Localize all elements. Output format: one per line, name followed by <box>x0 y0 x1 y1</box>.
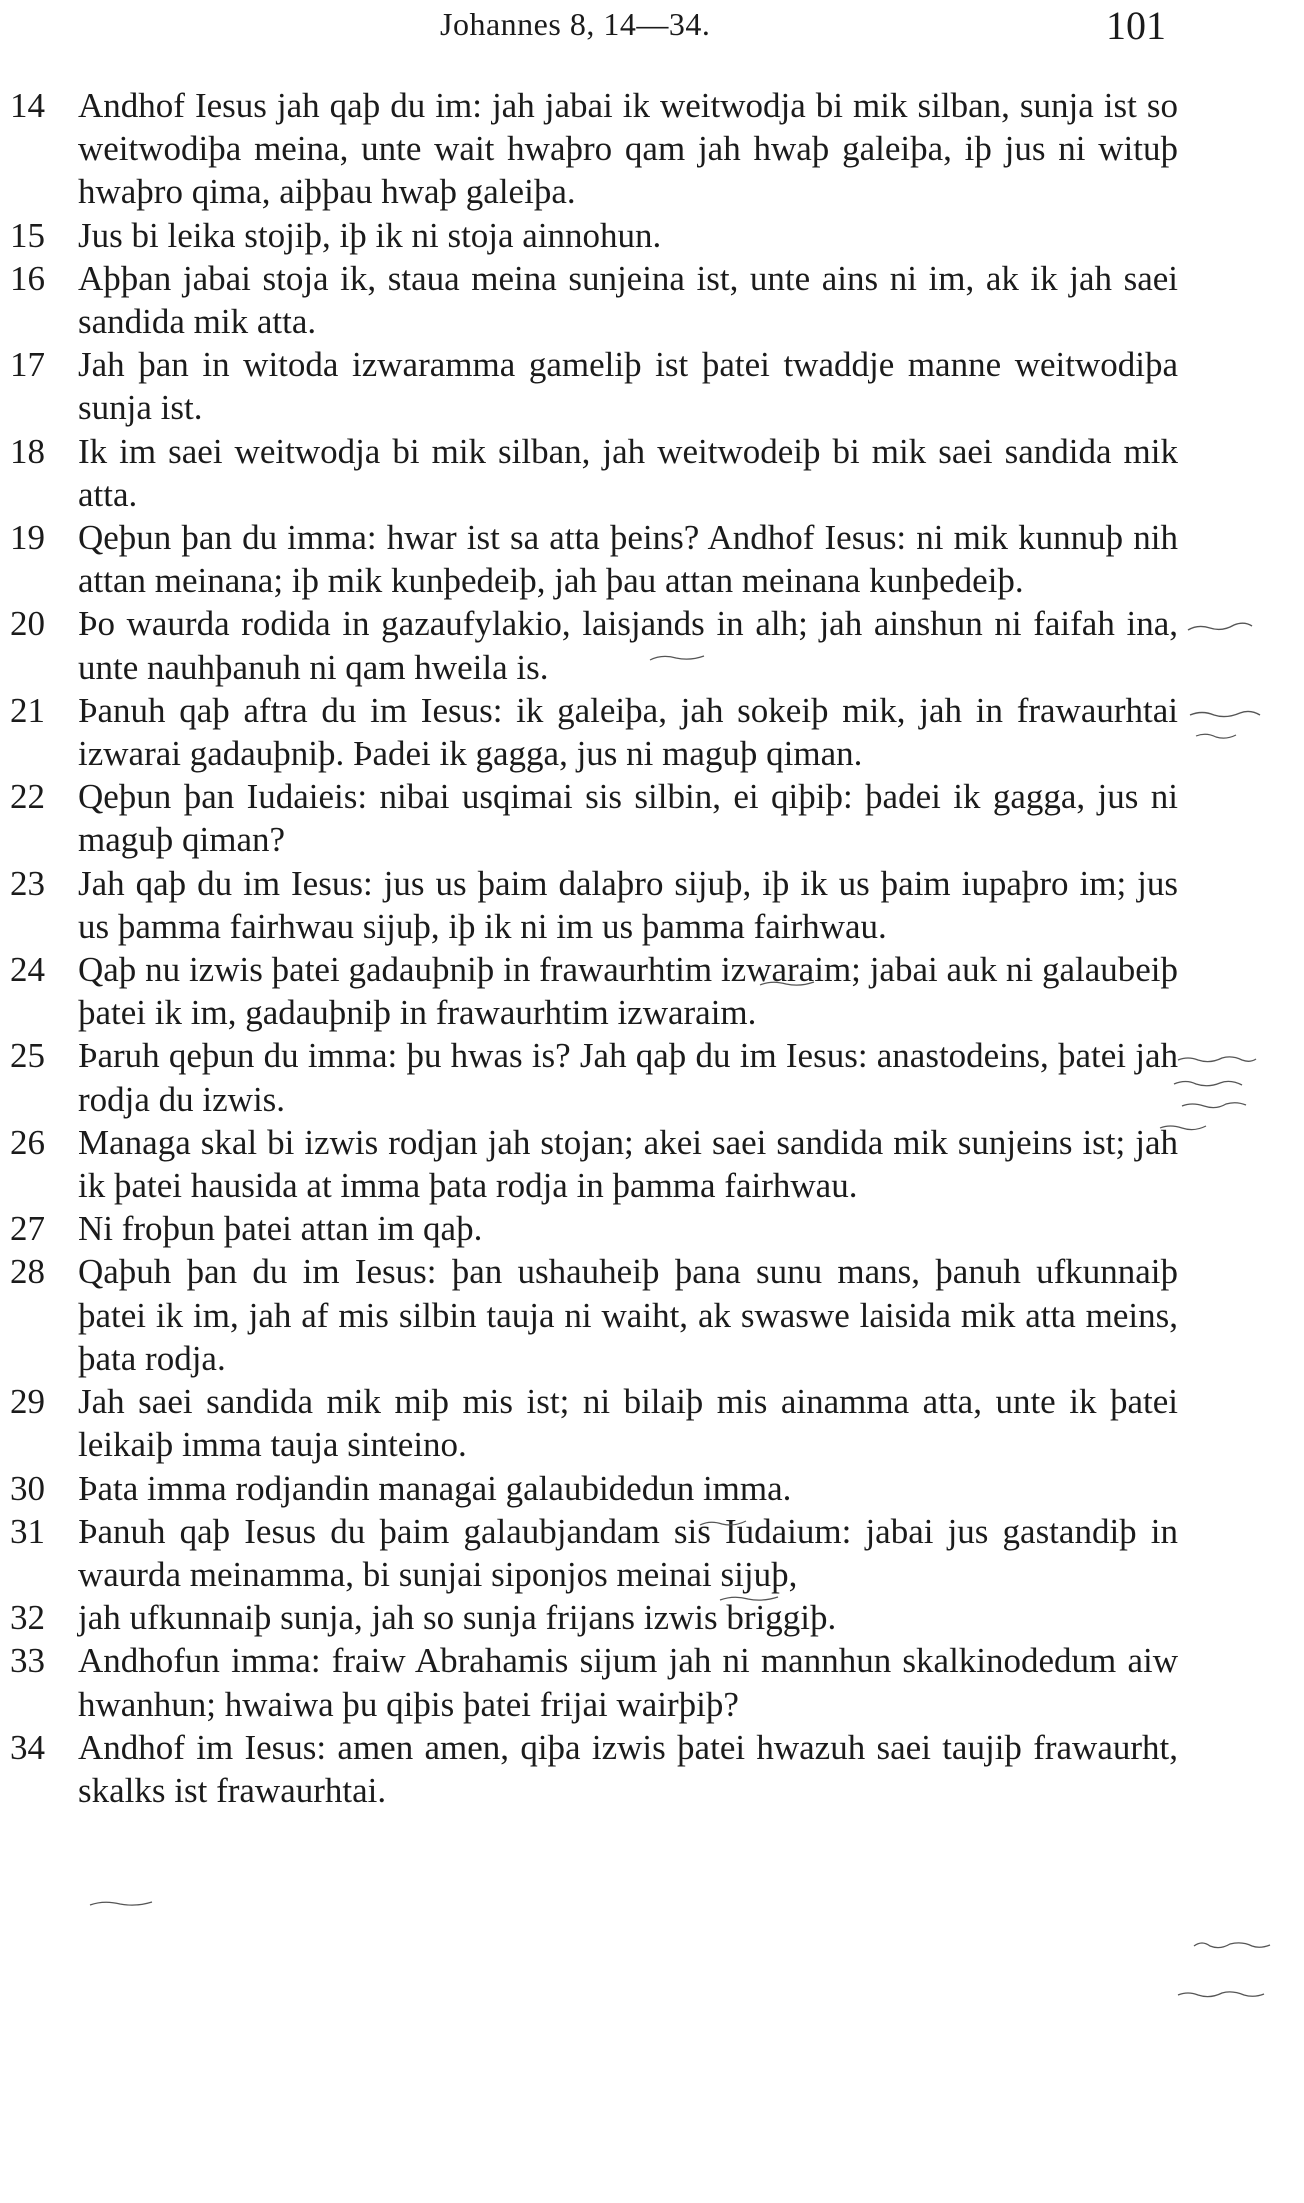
verse-33 <box>10 1639 1178 1725</box>
verse-number: 24 <box>10 950 45 990</box>
verse-30 <box>10 1467 1178 1510</box>
verse-number: 30 <box>10 1468 45 1508</box>
verse-list <box>0 84 1304 1812</box>
verse-text: Þaruh qeþun du imma: þu hwas is? Jah qaþ du im Iesus: anastodeins, þatei jah rodja du izwis. <box>78 1036 1178 1119</box>
verse-18 <box>10 430 1178 516</box>
verse-text: Qaþ nu izwis þatei gadauþniþ in frawaurhtim izwaraim; jabai auk ni galaubeiþ þatei ik im, gadauþniþ in frawaurhtim izwaraim. <box>78 950 1178 1033</box>
verse-number: 31 <box>10 1511 45 1551</box>
verse-34 <box>10 1726 1178 1812</box>
verse-number: 34 <box>10 1727 45 1767</box>
chapter-heading: Johannes 8, 14—34. <box>440 6 711 42</box>
page-number: 101 <box>1106 3 1166 48</box>
verse-text: Þo waurda rodida in gazaufylakio, laisjands in alh; jah ainshun ni faifah ina, unte nauhþanuh ni qam hweila is. <box>78 604 1178 687</box>
verse-25 <box>10 1034 1178 1120</box>
verse-text: Þanuh qaþ aftra du im Iesus: ik galeiþa, jah sokeiþ mik, jah in frawaurhtai izwarai gadauþniþ. Þadei ik gagga, jus ni maguþ qiman. <box>78 690 1178 774</box>
verse-number: 15 <box>10 215 45 255</box>
verse-text: Þanuh qaþ Iesus du þaim galaubjandam sis Iudaium: jabai jus gastandiþ in waurda meinamma, bi sunjai siponjos meinai sijuþ, <box>78 1511 1178 1594</box>
verse-text: Þata imma rodjandin managai galaubidedun imma. <box>78 1468 792 1508</box>
verse-17 <box>10 343 1178 429</box>
verse-number: 23 <box>10 863 45 903</box>
verse-27 <box>10 1207 1178 1250</box>
verse-number: 18 <box>10 431 45 471</box>
verse-number: 27 <box>10 1209 45 1249</box>
verse-number: 29 <box>10 1382 45 1422</box>
verse-19 <box>10 516 1178 602</box>
verse-29 <box>10 1380 1178 1466</box>
verse-number: 26 <box>10 1122 45 1162</box>
verse-text: Qaþuh þan du im Iesus: þan ushauheiþ þana sunu mans, þanuh ufkunnaiþ þatei ik im, jah af mis silbin tauja ni waiht, ak swaswe laisida mik atta meins, þata rodja. <box>78 1252 1178 1378</box>
verse-number: 20 <box>10 604 45 644</box>
verse-number: 32 <box>10 1598 45 1638</box>
verse-text: Jah þan in witoda izwaramma gameliþ ist þatei twaddje manne weitwodiþa sunja ist. <box>78 345 1178 428</box>
verse-number: 19 <box>10 518 45 558</box>
verse-14 <box>10 84 1178 214</box>
verse-text: Ik im saei weitwodja bi mik silban, jah weitwodeiþ bi mik saei sandida mik atta. <box>78 431 1178 514</box>
verse-text: Qeþun þan Iudaieis: nibai usqimai sis silbin, ei qiþiþ: þadei ik gagga, jus ni maguþ qiman? <box>78 777 1178 860</box>
verse-24 <box>10 948 1178 1034</box>
verse-number: 14 <box>10 86 45 125</box>
verse-number: 21 <box>10 690 45 730</box>
verse-text: Jah saei sandida mik miþ mis ist; ni bilaiþ mis ainamma atta, unte ik þatei leikaiþ imma tauja sinteino. <box>78 1382 1178 1465</box>
verse-number: 17 <box>10 345 45 385</box>
verse-number: 22 <box>10 777 45 817</box>
verse-number: 28 <box>10 1252 45 1292</box>
verse-text: jah ufkunnaiþ sunja, jah so sunja frijans izwis briggiþ. <box>78 1598 837 1638</box>
verse-22 <box>10 775 1178 861</box>
verse-text: Andhof Iesus jah qaþ du im: jah jabai ik weitwodja bi mik silban, sunja ist so weitwodiþa meina, unte wait hwaþro qam jah hwaþ galeiþa, iþ jus ni wituþ hwaþro qima, aiþþau hwaþ galeiþa. <box>78 86 1178 212</box>
verse-text: Jus bi leika stojiþ, iþ ik ni stoja ainnohun. <box>78 215 662 255</box>
verse-text: Jah qaþ du im Iesus: jus us þaim dalaþro sijuþ, iþ ik us þaim iupaþro im; jus us þamma fairhwau sijuþ, iþ ik ni im us þamma fairhwau. <box>78 863 1178 946</box>
verse-text: Andhofun imma: fraiw Abrahamis sijum jah ni mannhun skalkinodedum aiw hwanhun; hwaiwa þu qiþis þatei frijai wairþiþ? <box>78 1641 1178 1724</box>
verse-text: Managa skal bi izwis rodjan jah stojan; akei saei sandida mik sunjeins ist; jah ik þatei hausida at imma þata rodja in þamma fairhwau. <box>78 1122 1178 1206</box>
verse-text: Andhof im Iesus: amen amen, qiþa izwis þatei hwazuh saei taujiþ frawaurht, skalks ist frawaurhtai. <box>78 1727 1178 1810</box>
verse-15 <box>10 214 1178 257</box>
verse-number: 25 <box>10 1036 45 1076</box>
verse-21 <box>10 689 1178 775</box>
verse-31 <box>10 1510 1178 1596</box>
verse-text: Aþþan jabai stoja ik, staua meina sunjeina ist, unte ains ni im, ak ik jah saei sandida mik atta. <box>78 258 1178 342</box>
verse-16 <box>10 257 1178 343</box>
verse-26 <box>10 1121 1178 1207</box>
verse-text: Ni froþun þatei attan im qaþ. <box>78 1209 483 1249</box>
running-head <box>0 3 1304 50</box>
verse-28 <box>10 1250 1178 1380</box>
verse-20 <box>10 602 1178 688</box>
verse-number: 33 <box>10 1641 45 1681</box>
verse-23 <box>10 862 1178 948</box>
verse-text: Qeþun þan du imma: hwar ist sa atta þeins? Andhof Iesus: ni mik kunnuþ nih attan meinana; iþ mik kunþedeiþ, jah þau attan meinana kunþedeiþ. <box>78 518 1178 601</box>
verse-number: 16 <box>10 258 45 298</box>
verse-32 <box>10 1596 1178 1639</box>
